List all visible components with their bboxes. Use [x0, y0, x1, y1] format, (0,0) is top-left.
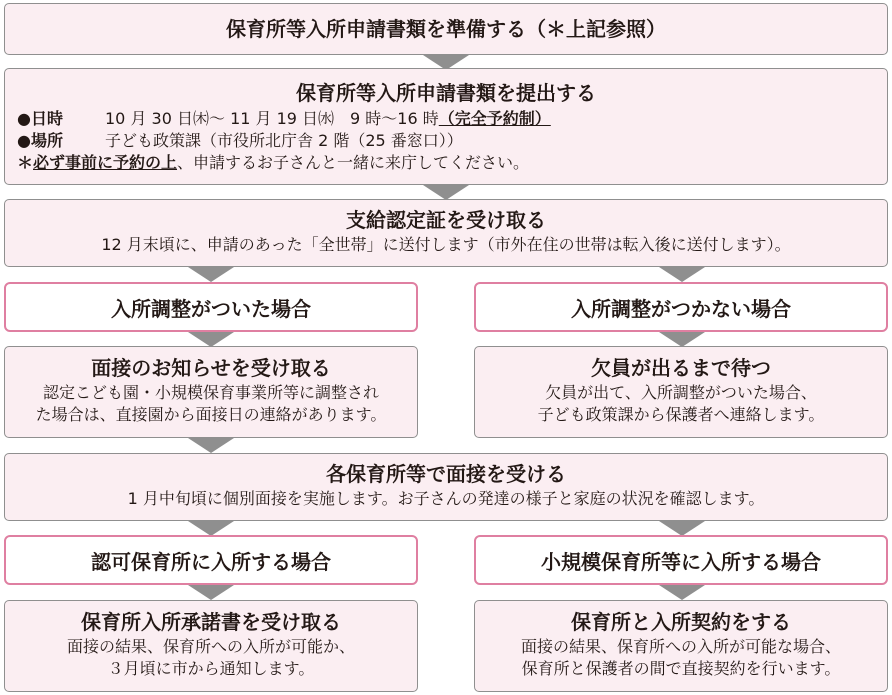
flow-arrow — [188, 438, 234, 453]
acceptance-letter-line1: 面接の結果、保育所への入所が可能か、 — [66, 637, 355, 656]
step-interview-body: 1 月中旬頃に個別面接を実施します。お子さんの発達の様子と家庭の状況を確認します。 — [127, 489, 765, 508]
date-value: 10 月 30 日㈭～ 11 月 19 日㈬ 9 時～16 時 — [105, 109, 439, 128]
interview-notice-line2: た場合は、直接園から面接日の連絡があります。 — [35, 405, 387, 424]
branch-placement-not-arranged-label: 入所調整がつかない場合 — [571, 296, 791, 321]
step-enrollment-contract — [474, 600, 888, 692]
interview-notice-line1: 認定こども園・小規模保育事業所等に調整され — [42, 383, 379, 402]
wait-vacancy-line2: 子ども政策課から保護者へ連絡します。 — [537, 405, 825, 424]
note-emphasis: 必ず事前に予約の上 — [33, 153, 178, 172]
branch-placement-arranged-label: 入所調整がついた場合 — [111, 296, 311, 321]
branch-licensed-nursery-label: 認可保育所に入所する場合 — [91, 549, 331, 574]
date-row — [17, 108, 551, 130]
step-receive-certificate — [4, 199, 888, 267]
branch-small-nursery-label: 小規模保育所等に入所する場合 — [541, 549, 821, 574]
place-value: 子ども政策課（市役所北庁舎 2 階（25 番窓口）） — [105, 131, 463, 150]
date-label: ●日時 — [17, 109, 63, 128]
flow-arrow — [659, 332, 705, 347]
reservation-notice — [17, 152, 551, 174]
acceptance-letter-title: 保育所入所承諾書を受け取る — [81, 610, 341, 634]
flow-arrow — [423, 185, 469, 200]
interview-notice-title: 面接のお知らせを受け取る — [91, 356, 331, 380]
enrollment-contract-line2: 保育所と保護者の間で直接契約を行います。 — [521, 659, 841, 678]
enrollment-contract-line1: 面接の結果、保育所への入所が可能な場合、 — [520, 637, 841, 656]
step-submit-documents — [4, 68, 888, 185]
step-interview-title: 各保育所等で面接を受ける — [326, 462, 566, 486]
branch-placement-arranged — [4, 282, 418, 332]
step-prepare-title: 保育所等入所申請書類を準備する（＊上記参照） — [226, 16, 666, 41]
reservation-note: （完全予約制） — [438, 109, 551, 128]
flow-arrow — [188, 332, 234, 347]
place-row — [17, 130, 551, 152]
branch-small-nursery — [474, 535, 888, 585]
step-prepare-documents — [4, 3, 888, 55]
note-prefix: ＊ — [17, 153, 34, 172]
step-submit-title: 保育所等入所申請書類を提出する — [296, 81, 596, 105]
wait-vacancy-title: 欠員が出るまで待つ — [591, 356, 771, 380]
branch-licensed-nursery — [4, 535, 418, 585]
step-wait-vacancy — [474, 346, 888, 438]
flow-arrow — [659, 585, 705, 600]
step-interview — [4, 453, 888, 521]
enrollment-contract-title: 保育所と入所契約をする — [571, 610, 791, 634]
flow-arrow — [188, 267, 234, 282]
step-acceptance-letter — [4, 600, 418, 692]
place-label: ●場所 — [17, 131, 63, 150]
flow-arrow — [188, 521, 234, 536]
note-rest: 、申請するお子さんと一緒に来庁してください。 — [177, 153, 530, 172]
wait-vacancy-line1: 欠員が出て、入所調整がついた場合、 — [545, 383, 817, 402]
flow-arrow — [659, 521, 705, 536]
step-certificate-title: 支給認定証を受け取る — [346, 208, 546, 232]
step-interview-notice — [4, 346, 418, 438]
branch-placement-not-arranged — [474, 282, 888, 332]
acceptance-letter-line2: ３月頃に市から通知します。 — [107, 659, 315, 678]
flow-arrow — [659, 267, 705, 282]
step-certificate-body: 12 月末頃に、申請のあった「全世帯」に送付します（市外在住の世帯は転入後に送付します）。 — [101, 235, 791, 254]
flow-arrow — [188, 585, 234, 600]
